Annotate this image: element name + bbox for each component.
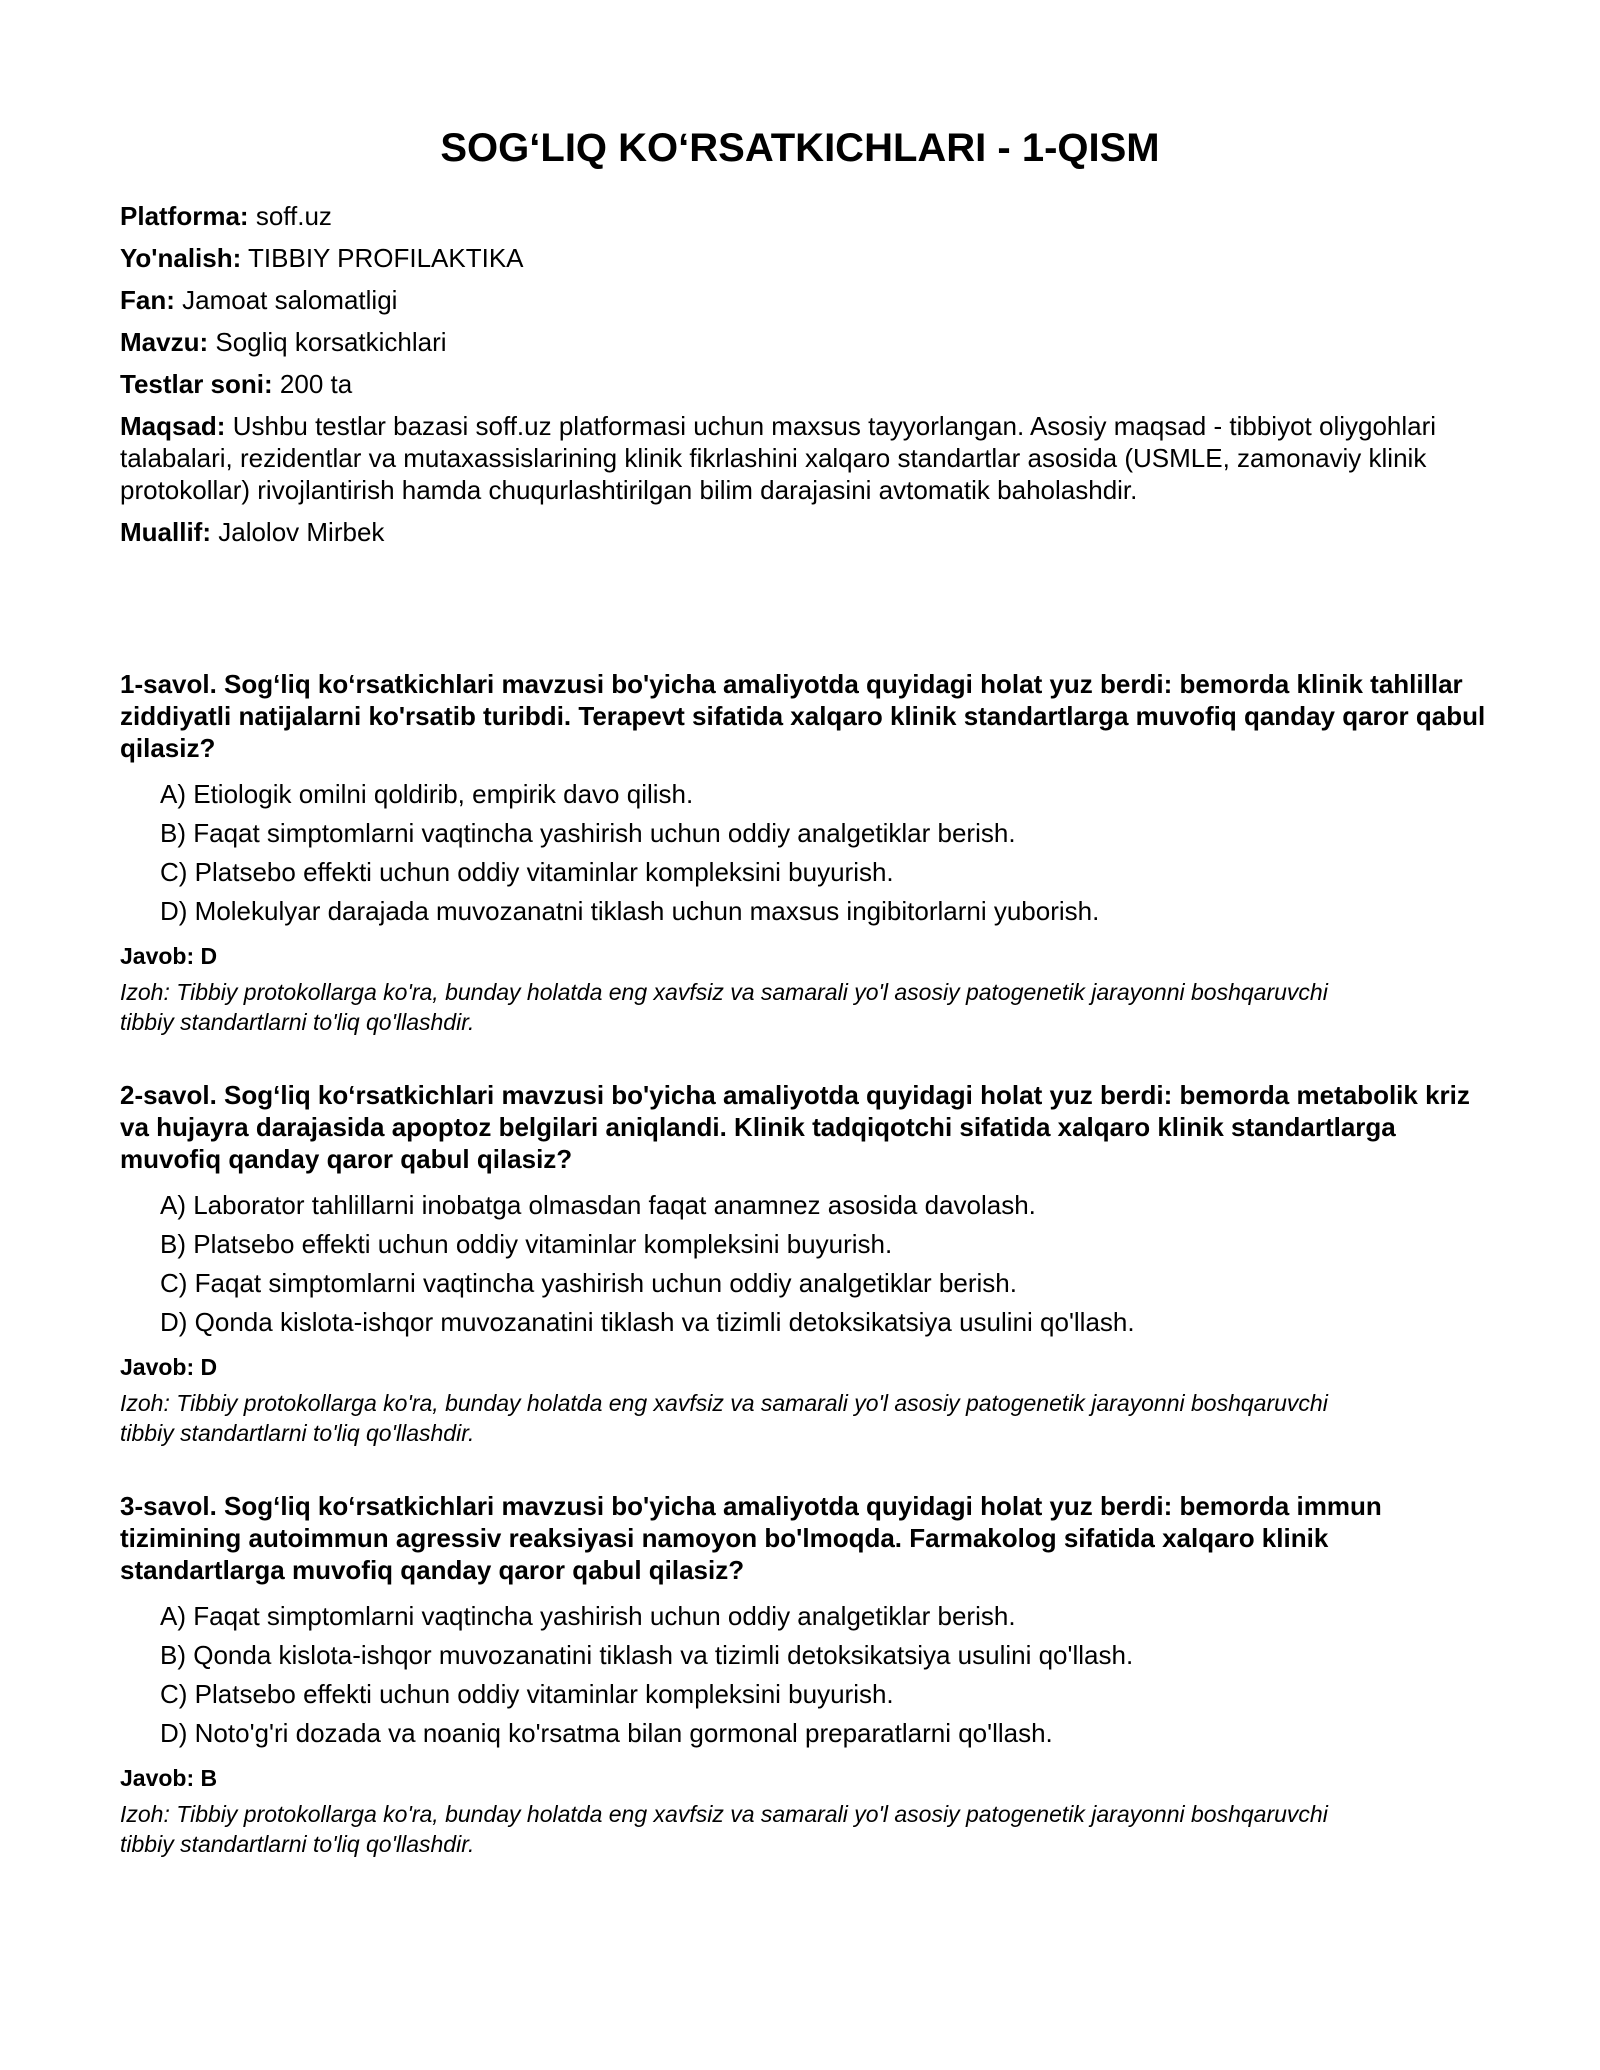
option-d: D) Molekulyar darajada muvozanatni tiklash uchun maxsus ingibitorlarni yuborish. bbox=[160, 896, 1100, 926]
question-text: 2-savol. Sog‘liq ko‘rsatkichlari mavzusi bo'yicha amaliyotda quyidagi holat yuz berdi: bemorda metabolik kriz va hujayra darajasida apoptoz belgilari aniqlandi. Klinik tadqiqotchi sifatida xalqaro klinik standartlarga muvofiq qanday qaror qabul qilasiz? bbox=[120, 1080, 1470, 1174]
answer: Javob: D bbox=[120, 1354, 218, 1380]
question-text: 3-savol. Sog‘liq ko‘rsatkichlari mavzusi bo'yicha amaliyotda quyidagi holat yuz berdi: bemorda immun tizimining autoimmun agressiv reaksiyasi namoyon bo'lmoqda. Farmakolog sifatida xalqaro klinik standartlarga muvofiq qanday qaror qabul qilasiz? bbox=[120, 1491, 1382, 1585]
explanation-note: Izoh: Tibbiy protokollarga ko'ra, bunday holatda eng xavfsiz va samarali yo'l asosiy patogenetik jarayonni boshqaruvchi tibbiy standartlarni to'liq qo'llashdir. bbox=[120, 1801, 1328, 1857]
option-b: B) Platsebo effekti uchun oddiy vitaminlar kompleksini buyurish. bbox=[160, 1229, 893, 1259]
question-text: 1-savol. Sog‘liq ko‘rsatkichlari mavzusi bo'yicha amaliyotda quyidagi holat yuz berdi: bemorda klinik tahlillar ziddiyatli natijalarni ko'rsatib turibdi. Terapevt sifatida xalqaro klinik standartlarga muvofiq qanday qaror qabul qilasiz? bbox=[120, 669, 1486, 763]
meta-direction bbox=[120, 242, 1480, 274]
meta-author-value: Jalolov Mirbek bbox=[218, 517, 385, 547]
question-list bbox=[120, 668, 1500, 1901]
option-list bbox=[120, 778, 1500, 927]
meta-subject-value: Jamoat salomatligi bbox=[182, 285, 398, 315]
meta-direction-value: TIBBIY PROFILAKTIKA bbox=[248, 243, 524, 273]
option-d: D) Qonda kislota-ishqor muvozanatini tiklash va tizimli detoksikatsiya usulini qo'llash. bbox=[160, 1307, 1135, 1337]
meta-goal-label: Maqsad: bbox=[120, 411, 226, 441]
meta-count-label: Testlar soni: bbox=[120, 369, 273, 399]
meta-author-label: Muallif: bbox=[120, 517, 211, 547]
option-d: D) Noto'g'ri dozada va noaniq ko'rsatma bilan gormonal preparatlarni qo'llash. bbox=[160, 1718, 1053, 1748]
explanation-note: Izoh: Tibbiy protokollarga ko'ra, bunday holatda eng xavfsiz va samarali yo'l asosiy patogenetik jarayonni boshqaruvchi tibbiy standartlarni to'liq qo'llashdir. bbox=[120, 1390, 1328, 1446]
meta-goal bbox=[120, 410, 1480, 506]
meta-direction-label: Yo'nalish: bbox=[120, 243, 242, 273]
answer: Javob: B bbox=[120, 1765, 218, 1791]
meta-platform bbox=[120, 200, 1480, 232]
meta-platform-label: Platforma: bbox=[120, 201, 249, 231]
meta-topic bbox=[120, 326, 1480, 358]
meta-author bbox=[120, 516, 1480, 548]
option-list bbox=[120, 1600, 1500, 1749]
option-b: B) Faqat simptomlarni vaqtincha yashirish uchun oddiy analgetiklar berish. bbox=[160, 818, 1016, 848]
answer: Javob: D bbox=[120, 943, 218, 969]
option-a: A) Laborator tahlillarni inobatga olmasdan faqat anamnez asosida davolash. bbox=[160, 1190, 1036, 1220]
explanation-note: Izoh: Tibbiy protokollarga ko'ra, bunday holatda eng xavfsiz va samarali yo'l asosiy patogenetik jarayonni boshqaruvchi tibbiy standartlarni to'liq qo'llashdir. bbox=[120, 979, 1328, 1035]
meta-subject-label: Fan: bbox=[120, 285, 175, 315]
meta-topic-label: Mavzu: bbox=[120, 327, 209, 357]
question-1 bbox=[120, 668, 1500, 1037]
option-c: C) Platsebo effekti uchun oddiy vitaminlar kompleksini buyurish. bbox=[160, 857, 894, 887]
meta-topic-value: Sogliq korsatkichlari bbox=[215, 327, 447, 357]
document-meta bbox=[120, 200, 1480, 558]
option-a: A) Faqat simptomlarni vaqtincha yashirish uchun oddiy analgetiklar berish. bbox=[160, 1601, 1016, 1631]
meta-count-value: 200 ta bbox=[279, 369, 353, 399]
option-list bbox=[120, 1189, 1500, 1338]
question-3 bbox=[120, 1490, 1500, 1859]
question-2 bbox=[120, 1079, 1500, 1448]
meta-platform-value: soff.uz bbox=[255, 201, 332, 231]
option-c: C) Faqat simptomlarni vaqtincha yashirish uchun oddiy analgetiklar berish. bbox=[160, 1268, 1017, 1298]
meta-count bbox=[120, 368, 1480, 400]
document-title: SOG‘LIQ KO‘RSATKICHLARI - 1-QISM bbox=[440, 126, 1160, 170]
option-a: A) Etiologik omilni qoldirib, empirik davo qilish. bbox=[160, 779, 694, 809]
option-c: C) Platsebo effekti uchun oddiy vitaminlar kompleksini buyurish. bbox=[160, 1679, 894, 1709]
option-b: B) Qonda kislota-ishqor muvozanatini tiklash va tizimli detoksikatsiya usulini qo'llash. bbox=[160, 1640, 1134, 1670]
meta-subject bbox=[120, 284, 1480, 316]
meta-goal-value: Ushbu testlar bazasi soff.uz platformasi uchun maxsus tayyorlangan. Asosiy maqsad - tibbiyot oliygohlari talabalari, rezidentlar va mutaxassislarining klinik fikrlashini xalqaro standartlar asosida (USMLE, zamonaviy klinik protokollar) rivojlantirish hamda chuqurlashtirilgan bilim darajasini avtomatik baholashdir. bbox=[120, 411, 1437, 505]
